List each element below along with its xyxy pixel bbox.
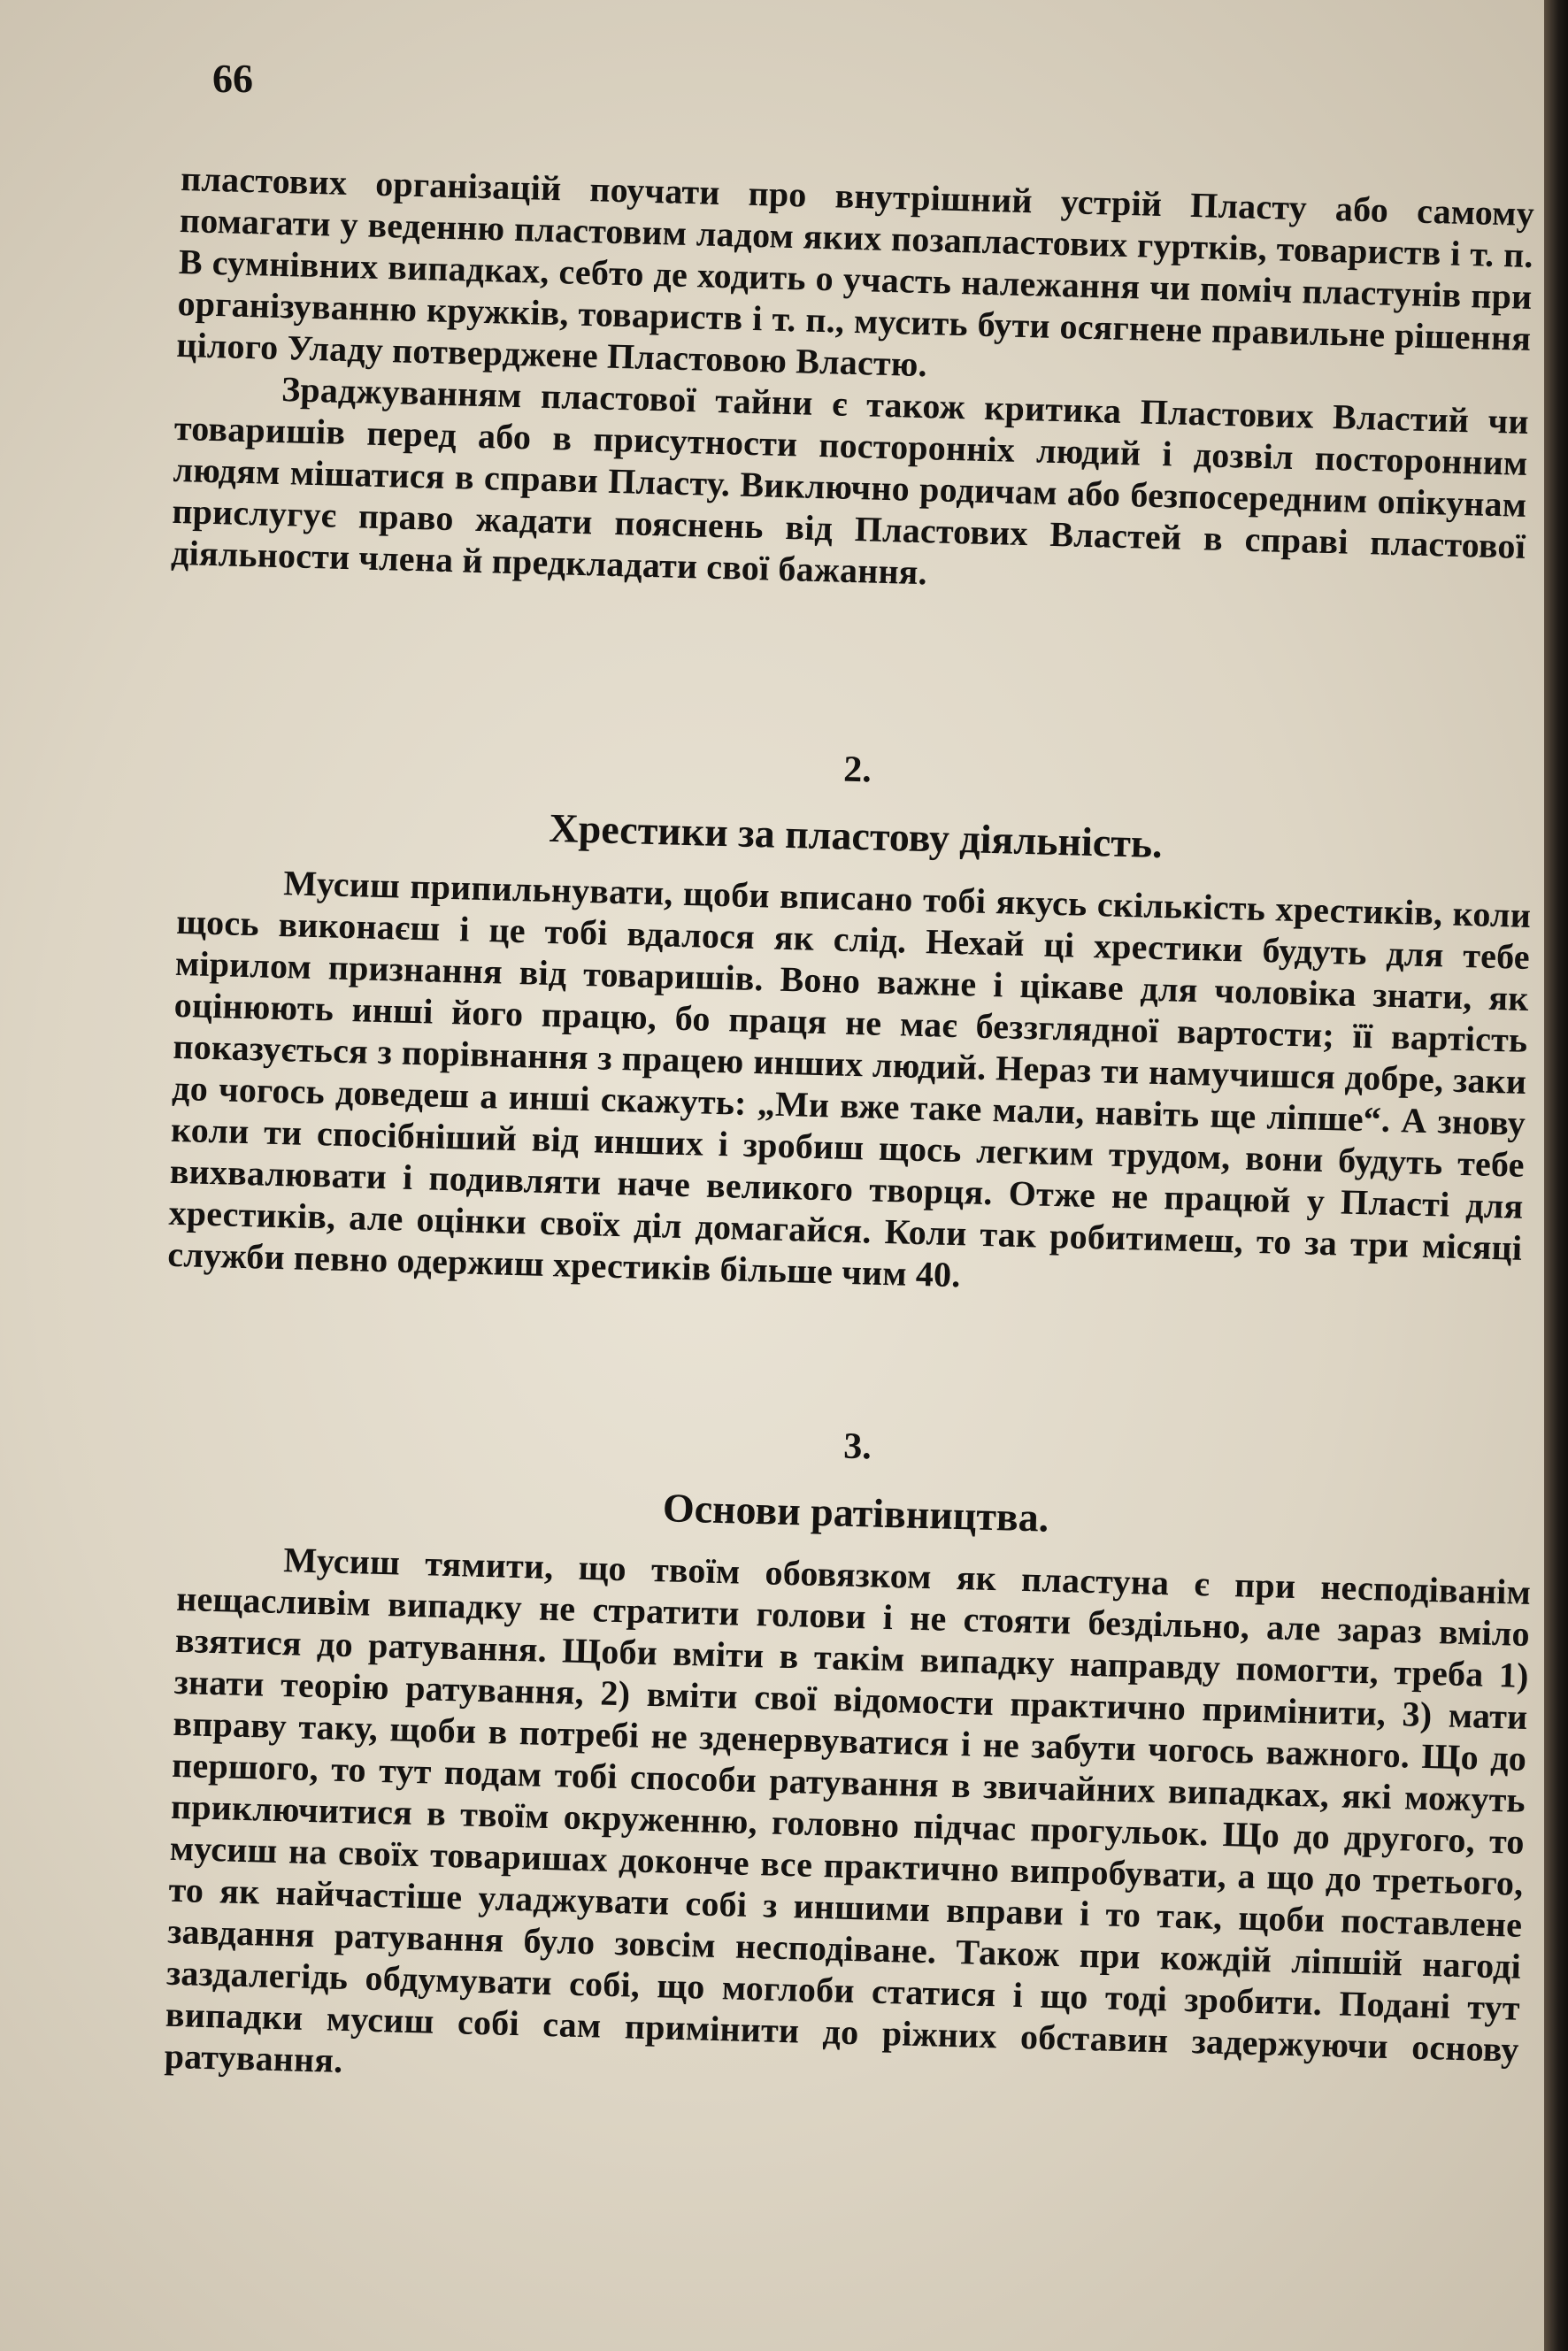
paragraph: Мусиш тямити, що твоїм обовязком як пластуна є при несподіванім нещасливім випадку не стратити голови і не стояти бездільно, але зараз вміло взятися до ратування. Щоби вміти в такім випадку направду помогти, треба 1) знати теорію ратування, 2) вміти свої відомости практично примінити, 3) мати вправу таку, щоби в потребі не зденервуватися і не забути чогось важного. Що до першого, то тут подам тобі способи ратування в звичайних випадках, які можуть приключитися в твоїм окруженню, головно підчас прогульок. Що до другого, то мусиш на своїх товаришах доконче все практично випробувати, а що до третього, то як найчастіше уладжувати собі з иншими вправи і то так, щоби поставлене завдання ратування було зовсім несподіване. Також при кождій ліпшій нагоді заздалегідь обдумувати собі, що моглоби статися і що тоді зробити. Подані тут випадки мусиш собі сам примінити до ріжних обставин задержуючи основу ратування. <box>164 1540 1532 2081</box>
section-number: 3. <box>842 1425 872 1468</box>
section-number: 2. <box>842 749 872 791</box>
intro-text-block <box>171 158 1535 609</box>
section-3 <box>164 1407 1534 2112</box>
paragraph: пластових організацій поучати про внутрішний устрій Пласту або самому помагати у веденню пластовим ладом яких позапластових гуртків, товариств і т. п. В сумнівних випадках, себто де ходить о участь належання чи поміч пластунів при організуванню кружків, товариств і т. п., мусить бути осягнене правильне рішення цілого Уладу потверджене Пластовою Властю. <box>175 158 1535 385</box>
section-title: Хрестики за пластову діяльність. <box>548 804 1164 867</box>
page-number: 66 <box>212 56 253 101</box>
paragraph: Мусиш припильнувати, щоби вписано тобі якусь скількість хрестиків, коли щось виконаєш і це тобі вдалося як слід. Нехай ці хрестики будуть для тебе мірилом признання від товаришів. Воно важне і цікаве для чоловіка знати, як оцінюють инші його працю, бо праця не має беззглядної вартости; її вартість показується з порівнання з працею инших людий. Нераз ти намучишся добре, заки до чогось доведеш а инші скажуть: „Ми вже таке мали, навіть ще ліпше“. А знову коли ти спосібніший від инших і зробиш щось легким трудом, вони будуть тебе вихвалювати і подивляти наче великого творця. Отже не працюй у Пласті для хрестиків, але оцінки своїх діл домагайся. Коли так робитимеш, то за три місяці служби певно одержиш хрестиків більше чим 40. <box>166 863 1532 1295</box>
book-spine-shadow <box>1544 0 1568 2351</box>
section-2 <box>167 730 1535 1310</box>
section-title: Основи ратівництва. <box>662 1485 1049 1540</box>
paragraph: Зраджуванням пластової тайни є також критика Пластових Властий чи товаришів перед або в присутности посторонніх людий і дозвіл посторонним людям мішатися в справи Пласту. Виключно родичам або безпосередним опікунам прислугує право жадати пояснень від Пластових Властей в справі пластової діяльности члена й предкладати свої бажання. <box>170 369 1530 593</box>
